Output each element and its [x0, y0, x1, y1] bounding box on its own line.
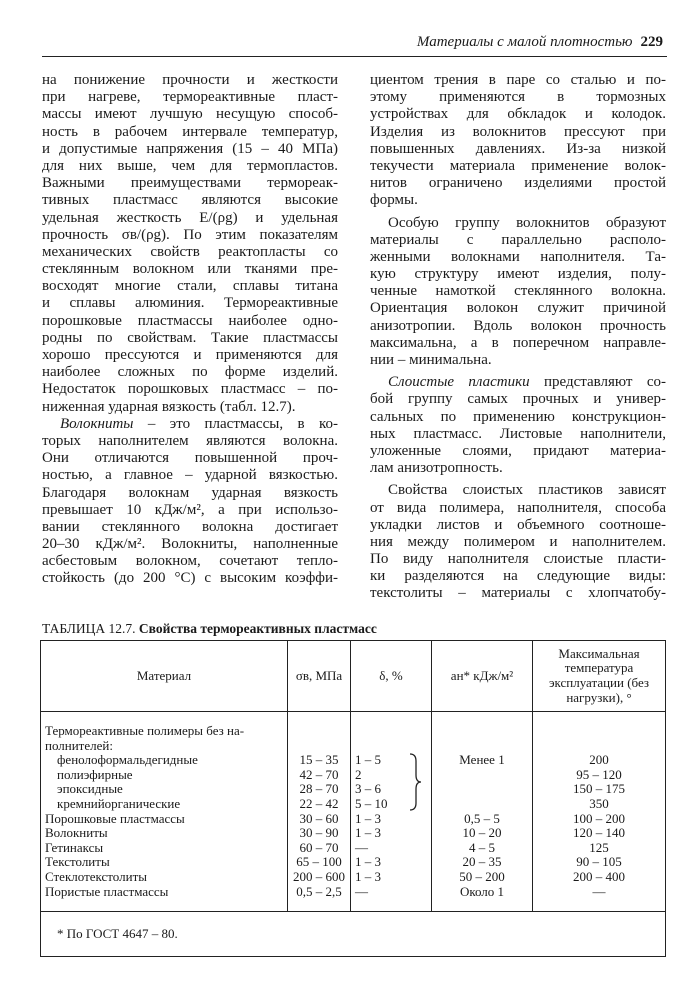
line-text: Изделия из волокнитов прессуют при — [370, 123, 666, 140]
cell-max-temp: 150 – 175 — [533, 782, 666, 797]
line-text: асбестовым волокном, сочетают тепло- — [42, 553, 338, 570]
text-line — [370, 283, 666, 300]
header-rule — [42, 56, 667, 57]
text-line — [370, 318, 666, 335]
cell-impact — [432, 797, 533, 812]
cell-delta: — — [351, 885, 432, 900]
cell-impact: 4 – 5 — [432, 841, 533, 856]
line-text: женными волокнами наполнителя. Та- — [370, 248, 666, 265]
line-text: от вида полимера, наполнителя, способа — [370, 499, 666, 516]
text-line — [370, 460, 666, 477]
table-row — [41, 870, 666, 885]
line-text: сальных по применению конструкцион- — [370, 408, 666, 425]
cell-material: Волокниты — [41, 826, 288, 841]
cell-material: Пористые пластмассы — [41, 885, 288, 900]
text-line — [370, 124, 666, 141]
text-line — [42, 364, 338, 381]
line-text: текучести материала применение волок- — [370, 157, 666, 174]
line-text: и сплавы алюминия. Термореактивные — [42, 295, 338, 312]
text-line — [370, 374, 666, 391]
italic-term: Слоистые пластики — [388, 374, 530, 391]
header-material: Материал — [41, 641, 288, 712]
cell-impact: 20 – 35 — [432, 855, 533, 870]
table-footnote: * По ГОСТ 4647 – 80. — [41, 912, 666, 957]
text-line — [370, 175, 666, 192]
line-text: лам анизотропность. — [370, 460, 503, 477]
table-row — [41, 797, 666, 812]
cell-max-temp: 125 — [533, 841, 666, 856]
cell-impact: 10 – 20 — [432, 826, 533, 841]
properties-table — [40, 640, 666, 957]
text-line — [370, 391, 666, 408]
cell-sigma: 42 – 70 — [288, 768, 351, 783]
table-row — [41, 841, 666, 856]
line-text: стеклянным волокном или тканями пре- — [42, 261, 338, 278]
text-line — [370, 106, 666, 123]
text-line — [370, 158, 666, 175]
text-line — [42, 467, 338, 484]
line-text: ниженная ударная вязкость (табл. 12.7). — [42, 398, 296, 415]
table-header-row — [41, 641, 666, 712]
text-line — [42, 519, 338, 536]
line-text: циентом трения в паре со сталью и по- — [370, 72, 666, 88]
text-line — [370, 534, 666, 551]
cell-delta: 1 – 3 — [351, 855, 432, 870]
cell-delta: 2 — [351, 768, 432, 783]
cell-max-temp: 100 – 200 — [533, 812, 666, 827]
line-text: устройствах для обкладок и колодок. — [370, 106, 666, 123]
running-header — [417, 34, 663, 51]
text-line — [42, 347, 338, 364]
text-line — [42, 553, 338, 570]
text-line — [42, 536, 338, 553]
table-group-row — [41, 712, 666, 754]
line-text: максимальна, а в поперечном направле- — [370, 334, 666, 351]
text-line — [370, 585, 666, 602]
text-line — [42, 106, 338, 123]
text-line — [370, 551, 666, 568]
header-delta: δ, % — [351, 641, 432, 712]
line-text: для них выше, чем для термопластов. — [42, 157, 338, 174]
cell-delta: 5 – 10 — [351, 797, 432, 812]
brace — [408, 753, 422, 811]
line-text: родны по свойствам. Такие пластмассы — [42, 329, 338, 346]
cell-impact: Менее 1 — [432, 753, 533, 768]
text-line — [42, 485, 338, 502]
line-text: бой группу самых прочных и универ- — [370, 391, 666, 408]
cell-sigma: 22 – 42 — [288, 797, 351, 812]
cell-material: Гетинаксы — [41, 841, 288, 856]
line-text: ния между полимером и наполнителем. — [370, 533, 666, 550]
line-text: повышенных давлениях. Из-за низкой — [370, 140, 666, 157]
line-text: ки разделяются на следующие виды: — [370, 568, 666, 585]
cell-delta: 1 – 3 — [351, 870, 432, 885]
cell-impact: 50 – 200 — [432, 870, 533, 885]
cell-sigma: 30 – 60 — [288, 812, 351, 827]
table-row — [41, 885, 666, 900]
text-line — [370, 517, 666, 534]
line-text: формы. — [370, 192, 418, 209]
text-line — [370, 266, 666, 283]
cell-sigma: 28 – 70 — [288, 782, 351, 797]
line-text: материалы с параллельно располо- — [370, 231, 666, 248]
text-line — [42, 278, 338, 295]
line-text: кую структуру имеют изделия, полу- — [370, 266, 666, 283]
cell-material: эпоксидные — [41, 782, 288, 797]
text-line — [370, 443, 666, 460]
header-max-temp: Максимальная температура эксплуатации (без нагрузки), ° — [533, 641, 666, 712]
text-line — [42, 227, 338, 244]
text-line — [42, 89, 338, 106]
text-line — [42, 399, 338, 416]
line-text: Важными преимуществами термореак- — [42, 175, 338, 192]
text-line — [42, 295, 338, 312]
line-text: Свойства слоистых пластиков зависят — [388, 482, 666, 499]
line-text: представляют со- — [529, 374, 666, 391]
line-text: Недостаток порошковых пластмасс – по- — [42, 381, 338, 398]
text-line — [42, 261, 338, 278]
line-text: удельная жесткость E/(ρg) и удельная — [42, 209, 338, 226]
line-text: ченные намоткой стеклянного волокна. — [370, 283, 666, 300]
cell-impact: Около 1 — [432, 885, 533, 900]
table-row — [41, 826, 666, 841]
line-text: торых наполнителем являются волокна. — [42, 432, 338, 449]
header-sigma: σв, МПа — [288, 641, 351, 712]
cell-max-temp: 200 – 400 — [533, 870, 666, 885]
cell-max-temp: 350 — [533, 797, 666, 812]
cell-delta: 1 – 5 — [351, 753, 432, 768]
line-text: ных пластмасс. Листовые наполнители, — [370, 425, 666, 442]
line-text: 20–30 кДж/м². Волокниты, наполненные — [42, 536, 338, 553]
line-text: укладки листов и объемного соотноше- — [370, 516, 666, 533]
line-text: Они отличаются повышенной проч- — [42, 450, 338, 467]
cell-material: Текстолиты — [41, 855, 288, 870]
line-text: тивных пластмасс являются высокие — [42, 192, 338, 209]
cell-delta: 1 – 3 — [351, 812, 432, 827]
table-caption-label: ТАБЛИЦА 12.7. — [42, 621, 136, 636]
table-caption-title: Свойства термореактивных пластмасс — [138, 621, 377, 636]
text-line — [42, 502, 338, 519]
running-title: Материалы с малой плотностью — [416, 34, 633, 50]
text-line — [42, 158, 338, 175]
text-line — [370, 426, 666, 443]
text-line — [370, 249, 666, 266]
cell-sigma: 30 – 90 — [288, 826, 351, 841]
text-line — [42, 72, 338, 89]
cell-max-temp: — — [533, 885, 666, 900]
text-column-left — [42, 72, 338, 588]
text-line — [370, 89, 666, 106]
cell-delta: — — [351, 841, 432, 856]
line-text: нии – минимальна. — [370, 352, 492, 368]
cell-max-temp: 120 – 140 — [533, 826, 666, 841]
text-line — [42, 416, 338, 433]
text-line — [42, 433, 338, 450]
text-line — [370, 482, 666, 499]
line-text: массы имеют лучшую несущую способ- — [42, 106, 338, 123]
line-text: этому применяются в тормозных — [370, 89, 666, 106]
line-text: прочность σв/(ρg). По этим показателям — [42, 226, 338, 243]
table-row — [41, 812, 666, 827]
header-impact: aн* кДж/м² — [432, 641, 533, 712]
cell-sigma: 15 – 35 — [288, 753, 351, 768]
line-text: Ориентация волокон служит причиной — [370, 300, 666, 317]
text-line — [370, 409, 666, 426]
text-line — [370, 232, 666, 249]
line-text: вании стеклянного волокна достигает — [42, 518, 338, 535]
line-text: анизотропии. Вдоль волокон прочность — [370, 317, 666, 334]
text-line — [370, 500, 666, 517]
text-line — [370, 300, 666, 317]
line-text: стойкость (до 200 °С) с высоким коэффи- — [42, 570, 338, 587]
text-line — [42, 244, 338, 261]
text-line — [370, 192, 666, 209]
group-label: Термореактивные полимеры без на-полнителей: — [41, 712, 288, 754]
line-text: при нагреве, термореактивные пласт- — [42, 89, 338, 106]
cell-material: полиэфирные — [41, 768, 288, 783]
line-text: По виду наполнителя слоистые пласти- — [370, 551, 666, 568]
line-text: на понижение прочности и жесткости — [42, 72, 338, 88]
text-line — [370, 215, 666, 232]
cell-impact: 0,5 – 5 — [432, 812, 533, 827]
text-line — [42, 210, 338, 227]
cell-material: Стеклотекстолиты — [41, 870, 288, 885]
text-line — [42, 192, 338, 209]
cell-max-temp: 200 — [533, 753, 666, 768]
text-line — [370, 141, 666, 158]
line-text: уложенные слоями, придают материа- — [370, 442, 666, 459]
text-line — [42, 381, 338, 398]
text-line — [370, 352, 666, 369]
line-text: – это пластмассы, в ко- — [133, 415, 338, 432]
text-line — [42, 124, 338, 141]
page-number: 229 — [640, 34, 663, 50]
cell-max-temp: 90 – 105 — [533, 855, 666, 870]
table-row — [41, 753, 666, 768]
text-line — [42, 570, 338, 587]
cell-impact — [432, 782, 533, 797]
line-text: наиболее сложных по форме изделий. — [42, 364, 338, 381]
line-text: Особую группу волокнитов образуют — [388, 214, 666, 231]
line-text: нитов ограничено изделиями простой — [370, 175, 666, 192]
line-text: ность в рабочем интервале температур, — [42, 123, 338, 140]
line-text: порошковые пластмассы наиболее одно- — [42, 312, 338, 329]
cell-material: Порошковые пластмассы — [41, 812, 288, 827]
text-column-right — [370, 72, 666, 603]
cell-impact — [432, 768, 533, 783]
cell-sigma: 60 – 70 — [288, 841, 351, 856]
text-line — [370, 335, 666, 352]
line-text: ностью, а главное – ударной вязкостью. — [42, 467, 338, 484]
cell-max-temp: 95 – 120 — [533, 768, 666, 783]
line-text: и допустимые напряжения (15 – 40 МПа) — [42, 140, 338, 157]
line-text: хорошо прессуются и применяются для — [42, 347, 338, 363]
italic-term: Волокниты — [60, 415, 134, 432]
text-line — [42, 175, 338, 192]
line-text: текстолиты – материалы с хлопчатобу- — [370, 585, 666, 602]
line-text: превышает 10 кДж/м², а при использо- — [42, 501, 338, 518]
table-row — [41, 855, 666, 870]
line-text: восходят многие стали, сплавы титана — [42, 278, 338, 295]
line-text: механических свойств реактопласты со — [42, 243, 338, 260]
text-line — [42, 313, 338, 330]
text-line — [42, 330, 338, 347]
text-line — [42, 141, 338, 158]
line-text: Благодаря волокнам ударная вязкость — [42, 484, 338, 501]
table-caption — [42, 621, 377, 637]
cell-sigma: 65 – 100 — [288, 855, 351, 870]
cell-material: фенолоформальдегидные — [41, 753, 288, 768]
cell-delta: 3 – 6 — [351, 782, 432, 797]
text-line — [370, 72, 666, 89]
cell-delta: 1 – 3 — [351, 826, 432, 841]
cell-material: кремнийорганические — [41, 797, 288, 812]
table-row — [41, 782, 666, 797]
text-line — [370, 568, 666, 585]
cell-sigma: 200 – 600 — [288, 870, 351, 885]
text-line — [42, 450, 338, 467]
table-row — [41, 768, 666, 783]
cell-sigma: 0,5 – 2,5 — [288, 885, 351, 900]
